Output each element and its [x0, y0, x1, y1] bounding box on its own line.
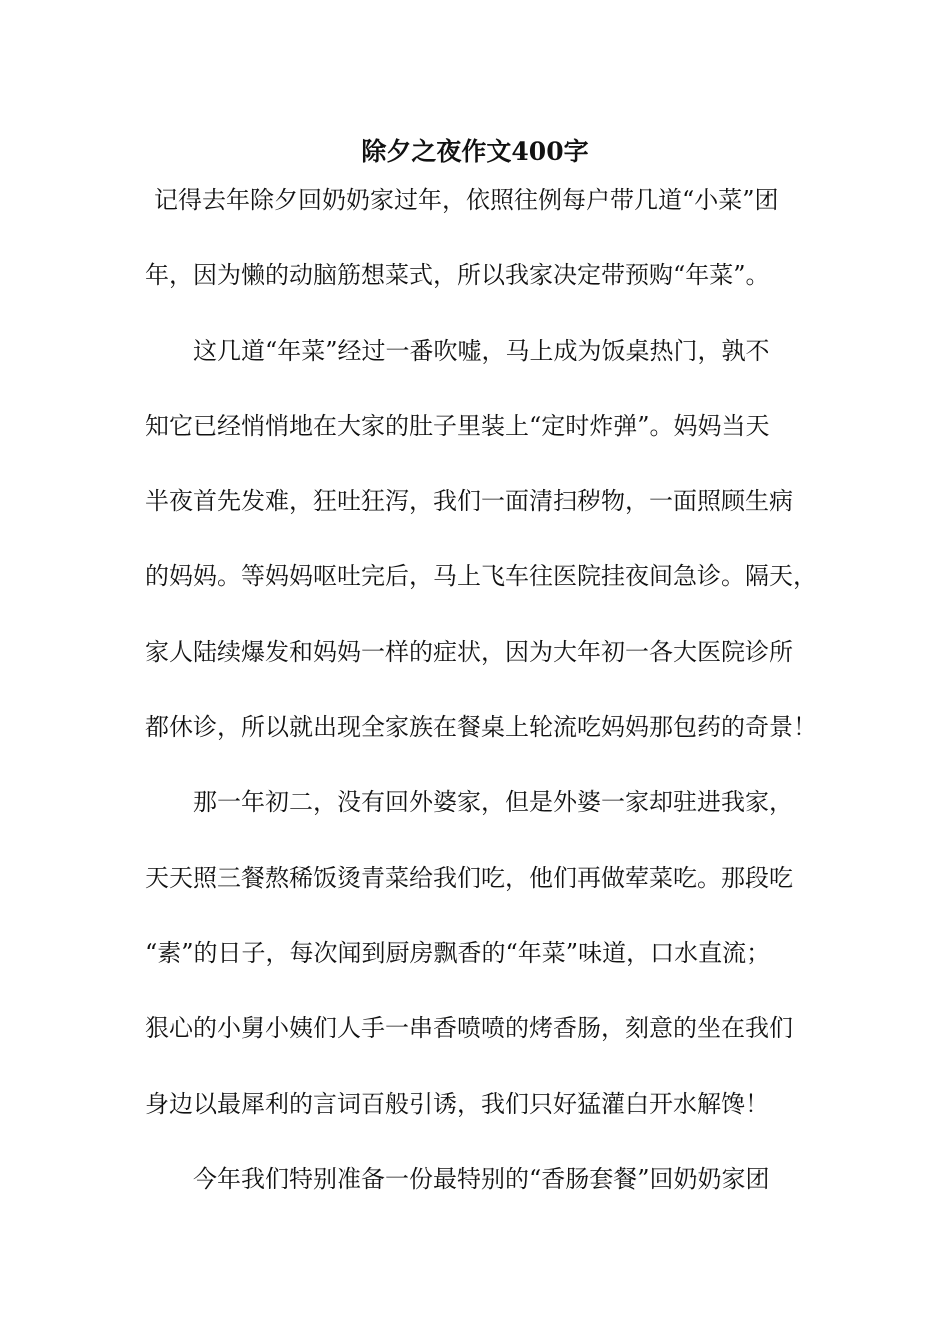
text-line: 今年我们特别准备一份最特别的“香肠套餐”回奶奶家团 [193, 1164, 770, 1193]
text-line: “素”的日子，每次闻到厨房飘香的“年菜”味道，口水直流； [145, 938, 771, 967]
article-body [145, 182, 825, 1236]
text-line: 那一年初二，没有回外婆家，但是外婆一家却驻进我家， [193, 788, 793, 817]
text-line: 这几道“年菜”经过一番吹嘘，马上成为饭桌热门，孰不 [193, 336, 770, 365]
text-line: 半夜首先发难，狂吐狂泻，我们一面清扫秽物，一面照顾生病 [145, 487, 793, 516]
text-line: 都休诊，所以就出现全家族在餐桌上轮流吃妈妈那包药的奇景！ [145, 713, 817, 742]
text-line: 天天照三餐熬稀饭烫青菜给我们吃，他们再做荤菜吃。那段吃 [145, 863, 793, 892]
text-line: 知它已经悄悄地在大家的肚子里装上“定时炸弹”。妈妈当天 [145, 411, 770, 440]
text-line: 的妈妈。等妈妈呕吐完后，马上飞车往医院挂夜间急诊。隔天， [145, 562, 817, 591]
text-line: 年，因为懒的动脑筋想菜式，所以我家决定带预购“年菜”。 [145, 261, 770, 290]
text-line: 记得去年除夕回奶奶家过年，依照往例每户带几道“小菜”团 [154, 186, 779, 214]
text-line: 身边以最犀利的言词百般引诱，我们只好猛灌白开水解馋！ [145, 1089, 769, 1118]
text-line: 狠心的小舅小姨们人手一串香喷喷的烤香肠，刻意的坐在我们 [145, 1014, 793, 1043]
page-title: 除夕之夜作文400字 [361, 137, 589, 166]
text-line: 家人陆续爆发和妈妈一样的症状，因为大年初一各大医院诊所 [145, 637, 793, 666]
